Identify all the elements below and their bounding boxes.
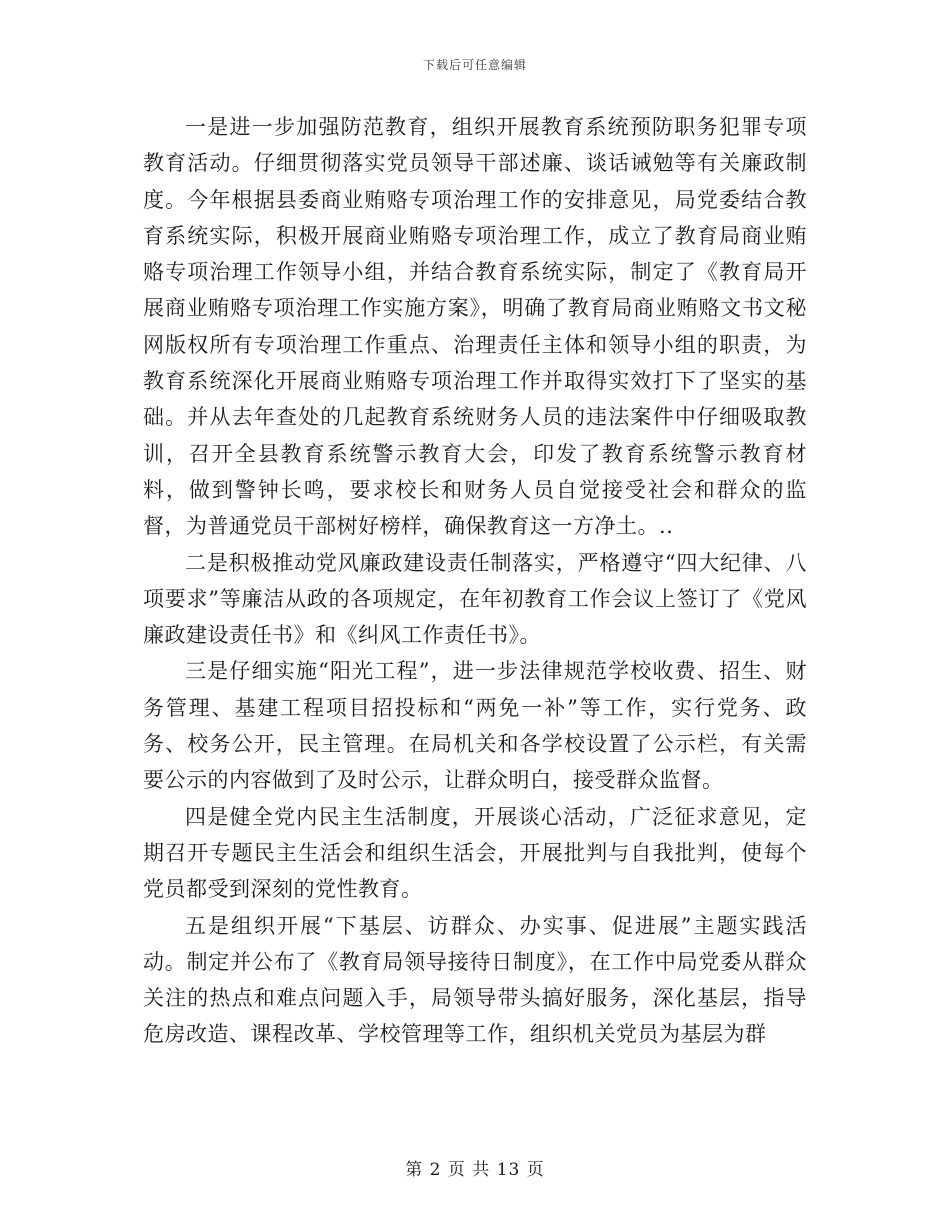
- paragraph-1: 一是进一步加强防范教育，组织开展教育系统预防职务犯罪专项教育活动。仔细贯彻落实党员领导干部述廉、谈话诫勉等有关廉政制度。今年根据县委商业贿赂专项治理工作的安排意见，局党委结合教育系统实际，积极开展商业贿赂专项治理工作，成立了教育局商业贿赂专项治理工作领导小组，并结合教育系统实际，制定了《教育局开展商业贿赂专项治理工作实施方案》，明确了教育局商业贿赂文书文秘网版权所有专项治理工作重点、治理责任主体和领导小组的职责，为教育系统深化开展商业贿赂专项治理工作并取得实效打下了坚实的基础。并从去年查处的几起教育系统财务人员的违法案件中仔细吸取教训，召开全县教育系统警示教育大会，印发了教育系统警示教育材料，做到警钟长鸣，要求校长和财务人员自觉接受社会和群众的监督，为普通党员干部树好榜样，确保教育这一方净土。..: [143, 115, 807, 539]
- page-number-footer: 第 2 页 共 13 页: [405, 1160, 545, 1180]
- paragraph-4: 四是健全党内民主生活制度，开展谈心活动，广泛征求意见，定期召开专题民主生活会和组织生活会，开展批判与自我批判，使每个党员都受到深刻的党性教育。: [143, 804, 807, 902]
- document-body: [143, 109, 807, 1053]
- page-header-note: 下载后可任意编辑: [422, 58, 527, 72]
- paragraph-5: 五是组织开展“下基层、访群众、办实事、促进展”主题实践活动。制定并公布了《教育局领导接待日制度》，在工作中局党委从群众关注的热点和难点问题入手，局领导带头搞好服务，深化基层，指导危房改造、课程改革、学校管理等工作，组织机关党员为基层为群: [143, 913, 807, 1047]
- paragraph-3: 三是仔细实施“阳光工程”，进一步法律规范学校收费、招生、财务管理、基建工程项目招投标和“两免一补”等工作，实行党务、政务、校务公开，民主管理。在局机关和各学校设置了公示栏，有关需要公示的内容做到了及时公示，让群众明白，接受群众监督。: [143, 659, 807, 793]
- paragraph-2: 二是积极推动党风廉政建设责任制落实，严格遵守“四大纪律、八项要求”等廉洁从政的各项规定，在年初教育工作会议上签订了《党风廉政建设责任书》和《纠风工作责任书》。: [143, 550, 807, 648]
